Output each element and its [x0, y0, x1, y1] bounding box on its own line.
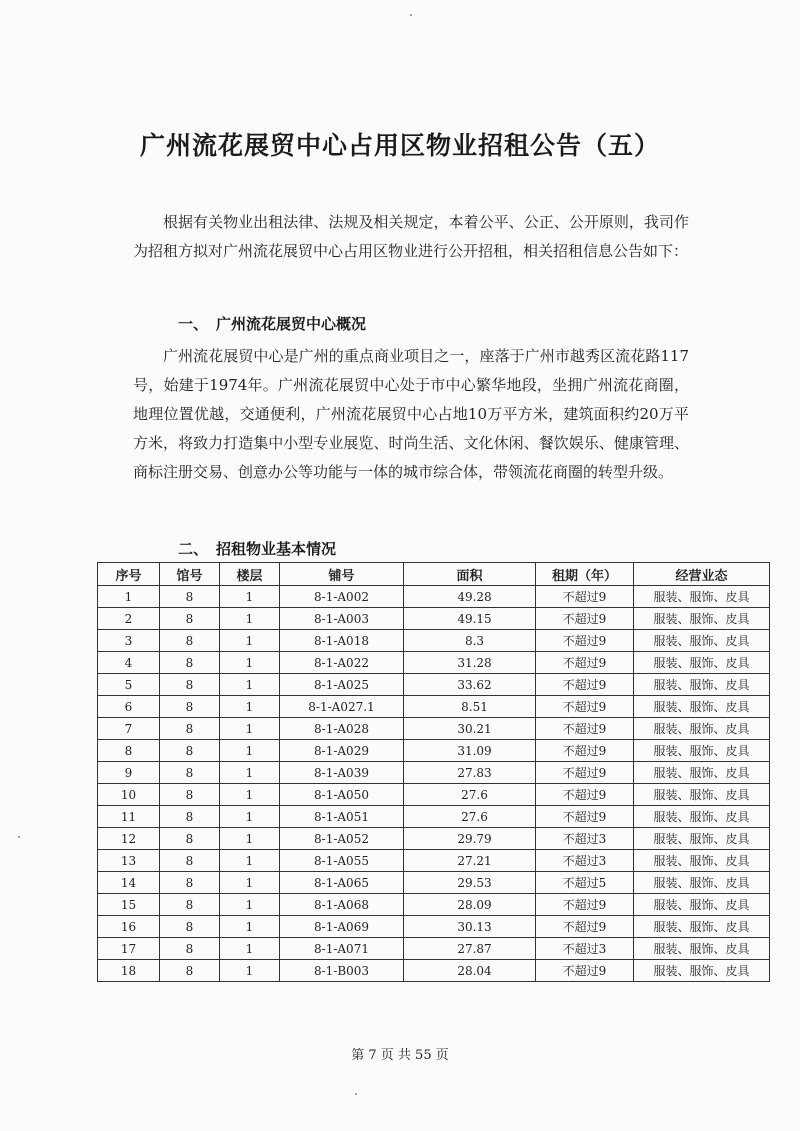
table-row: [98, 960, 770, 982]
cell-floor: 1: [220, 894, 280, 916]
cell-hall: 8: [160, 960, 220, 982]
cell-area: 8.51: [404, 696, 536, 718]
header-business-type: 经营业态: [634, 563, 770, 586]
section-1-title: 广州流花展贸中心概况: [216, 315, 367, 333]
cell-seq: 16: [98, 916, 160, 938]
cell-lease-term: 不超过9: [536, 652, 634, 674]
cell-lease-term: 不超过9: [536, 806, 634, 828]
cell-hall: 8: [160, 652, 220, 674]
page-footer: 第 7 页 共 55 页: [351, 1048, 449, 1063]
cell-business-type: 服装、服饰、皮具: [634, 586, 770, 608]
cell-floor: 1: [220, 608, 280, 630]
section-1-body: 广州流花展贸中心是广州的重点商业项目之一，座落于广州市越秀区流花路117号，始建于1974年。广州流花展贸中心处于市中心繁华地段，坐拥广州流花商圈，地理位置优越，交通便利，广州流花展贸中心占地10万平方米，建筑面积约20万平方米，将致力打造集中小型专业展览、时尚生活、文化休闲、餐饮娱乐、健康管理、商标注册交易、创意办公等功能与一体的城市综合体，带领流花商圈的转型升级。: [133, 347, 689, 481]
cell-floor: 1: [220, 960, 280, 982]
cell-business-type: 服装、服饰、皮具: [634, 740, 770, 762]
cell-shop-no: 8-1-A068: [280, 894, 404, 916]
cell-floor: 1: [220, 696, 280, 718]
cell-area: 28.09: [404, 894, 536, 916]
cell-area: 27.83: [404, 762, 536, 784]
cell-floor: 1: [220, 740, 280, 762]
cell-seq: 7: [98, 718, 160, 740]
cell-lease-term: 不超过9: [536, 960, 634, 982]
cell-hall: 8: [160, 762, 220, 784]
cell-lease-term: 不超过9: [536, 630, 634, 652]
cell-hall: 8: [160, 696, 220, 718]
cell-shop-no: 8-1-A027.1: [280, 696, 404, 718]
cell-business-type: 服装、服饰、皮具: [634, 630, 770, 652]
table-row: [98, 674, 770, 696]
cell-business-type: 服装、服饰、皮具: [634, 850, 770, 872]
cell-seq: 15: [98, 894, 160, 916]
cell-lease-term: 不超过3: [536, 828, 634, 850]
property-table: [97, 562, 770, 982]
cell-lease-term: 不超过9: [536, 762, 634, 784]
header-seq: 序号: [98, 563, 160, 586]
cell-shop-no: 8-1-A039: [280, 762, 404, 784]
cell-seq: 1: [98, 586, 160, 608]
cell-lease-term: 不超过3: [536, 938, 634, 960]
table-row: [98, 652, 770, 674]
cell-lease-term: 不超过5: [536, 872, 634, 894]
scan-speck: [355, 1093, 357, 1095]
section-2-heading: [178, 538, 336, 559]
section-2-number: 二、: [178, 540, 209, 558]
cell-hall: 8: [160, 630, 220, 652]
header-floor: 楼层: [220, 563, 280, 586]
cell-seq: 8: [98, 740, 160, 762]
table-row: [98, 894, 770, 916]
header-shop-no: 铺号: [280, 563, 404, 586]
cell-floor: 1: [220, 630, 280, 652]
cell-seq: 18: [98, 960, 160, 982]
cell-hall: 8: [160, 674, 220, 696]
cell-seq: 6: [98, 696, 160, 718]
cell-area: 31.09: [404, 740, 536, 762]
table-header-row: [98, 563, 770, 586]
cell-shop-no: 8-1-A052: [280, 828, 404, 850]
header-hall: 馆号: [160, 563, 220, 586]
cell-floor: 1: [220, 872, 280, 894]
cell-business-type: 服装、服饰、皮具: [634, 938, 770, 960]
cell-business-type: 服装、服饰、皮具: [634, 960, 770, 982]
cell-floor: 1: [220, 850, 280, 872]
cell-floor: 1: [220, 762, 280, 784]
cell-seq: 2: [98, 608, 160, 630]
table-row: [98, 586, 770, 608]
cell-hall: 8: [160, 872, 220, 894]
cell-hall: 8: [160, 608, 220, 630]
cell-shop-no: 8-1-B003: [280, 960, 404, 982]
cell-hall: 8: [160, 916, 220, 938]
header-area: 面积: [404, 563, 536, 586]
cell-seq: 11: [98, 806, 160, 828]
cell-area: 33.62: [404, 674, 536, 696]
cell-shop-no: 8-1-A050: [280, 784, 404, 806]
cell-hall: 8: [160, 586, 220, 608]
cell-area: 30.13: [404, 916, 536, 938]
cell-business-type: 服装、服饰、皮具: [634, 608, 770, 630]
scan-speck: [18, 836, 20, 838]
cell-hall: 8: [160, 894, 220, 916]
cell-floor: 1: [220, 652, 280, 674]
cell-lease-term: 不超过3: [536, 850, 634, 872]
table-row: [98, 938, 770, 960]
intro-paragraph: 根据有关物业出租法律、法规及相关规定，本着公平、公正、公开原则，我司作为招租方拟对广州流花展贸中心占用区物业进行公开招租，相关招租信息公告如下：: [133, 213, 689, 260]
cell-shop-no: 8-1-A018: [280, 630, 404, 652]
cell-shop-no: 8-1-A065: [280, 872, 404, 894]
cell-area: 29.79: [404, 828, 536, 850]
table-row: [98, 630, 770, 652]
cell-seq: 9: [98, 762, 160, 784]
cell-seq: 12: [98, 828, 160, 850]
cell-floor: 1: [220, 916, 280, 938]
cell-floor: 1: [220, 674, 280, 696]
cell-business-type: 服装、服饰、皮具: [634, 762, 770, 784]
cell-area: 8.3: [404, 630, 536, 652]
document-title: 广州流花展贸中心占用区物业招租公告（五）: [139, 131, 660, 160]
cell-hall: 8: [160, 740, 220, 762]
cell-seq: 14: [98, 872, 160, 894]
cell-shop-no: 8-1-A028: [280, 718, 404, 740]
cell-lease-term: 不超过9: [536, 894, 634, 916]
cell-business-type: 服装、服饰、皮具: [634, 696, 770, 718]
cell-seq: 10: [98, 784, 160, 806]
cell-lease-term: 不超过9: [536, 586, 634, 608]
cell-seq: 17: [98, 938, 160, 960]
cell-seq: 13: [98, 850, 160, 872]
cell-hall: 8: [160, 850, 220, 872]
cell-area: 27.6: [404, 806, 536, 828]
cell-business-type: 服装、服饰、皮具: [634, 916, 770, 938]
cell-lease-term: 不超过9: [536, 916, 634, 938]
section-1-number: 一、: [178, 315, 209, 333]
cell-hall: 8: [160, 806, 220, 828]
table-row: [98, 850, 770, 872]
cell-shop-no: 8-1-A022: [280, 652, 404, 674]
cell-shop-no: 8-1-A029: [280, 740, 404, 762]
cell-lease-term: 不超过9: [536, 784, 634, 806]
cell-area: 27.21: [404, 850, 536, 872]
cell-floor: 1: [220, 784, 280, 806]
table-row: [98, 608, 770, 630]
cell-hall: 8: [160, 718, 220, 740]
cell-lease-term: 不超过9: [536, 718, 634, 740]
cell-seq: 4: [98, 652, 160, 674]
cell-floor: 1: [220, 806, 280, 828]
cell-shop-no: 8-1-A069: [280, 916, 404, 938]
cell-seq: 5: [98, 674, 160, 696]
cell-shop-no: 8-1-A025: [280, 674, 404, 696]
cell-area: 28.04: [404, 960, 536, 982]
cell-floor: 1: [220, 586, 280, 608]
header-lease-term: 租期（年）: [536, 563, 634, 586]
cell-business-type: 服装、服饰、皮具: [634, 806, 770, 828]
cell-area: 31.28: [404, 652, 536, 674]
cell-lease-term: 不超过9: [536, 696, 634, 718]
section-1-heading: [178, 313, 366, 334]
cell-lease-term: 不超过9: [536, 608, 634, 630]
table-row: [98, 718, 770, 740]
table-row: [98, 762, 770, 784]
cell-shop-no: 8-1-A055: [280, 850, 404, 872]
cell-shop-no: 8-1-A071: [280, 938, 404, 960]
cell-area: 49.28: [404, 586, 536, 608]
cell-business-type: 服装、服饰、皮具: [634, 652, 770, 674]
cell-hall: 8: [160, 938, 220, 960]
scan-speck: [410, 14, 412, 16]
table-row: [98, 806, 770, 828]
table-row: [98, 872, 770, 894]
cell-business-type: 服装、服饰、皮具: [634, 784, 770, 806]
cell-business-type: 服装、服饰、皮具: [634, 828, 770, 850]
section-2-title: 招租物业基本情况: [216, 540, 337, 558]
table-row: [98, 784, 770, 806]
cell-area: 30.21: [404, 718, 536, 740]
cell-hall: 8: [160, 784, 220, 806]
cell-floor: 1: [220, 718, 280, 740]
cell-lease-term: 不超过9: [536, 674, 634, 696]
cell-area: 27.6: [404, 784, 536, 806]
table-row: [98, 828, 770, 850]
cell-floor: 1: [220, 828, 280, 850]
cell-shop-no: 8-1-A002: [280, 586, 404, 608]
cell-business-type: 服装、服饰、皮具: [634, 674, 770, 696]
table-row: [98, 916, 770, 938]
cell-business-type: 服装、服饰、皮具: [634, 872, 770, 894]
cell-lease-term: 不超过9: [536, 740, 634, 762]
cell-area: 29.53: [404, 872, 536, 894]
cell-business-type: 服装、服饰、皮具: [634, 894, 770, 916]
table-row: [98, 740, 770, 762]
cell-area: 49.15: [404, 608, 536, 630]
cell-area: 27.87: [404, 938, 536, 960]
table-row: [98, 696, 770, 718]
cell-floor: 1: [220, 938, 280, 960]
cell-shop-no: 8-1-A003: [280, 608, 404, 630]
cell-seq: 3: [98, 630, 160, 652]
cell-shop-no: 8-1-A051: [280, 806, 404, 828]
cell-business-type: 服装、服饰、皮具: [634, 718, 770, 740]
cell-hall: 8: [160, 828, 220, 850]
